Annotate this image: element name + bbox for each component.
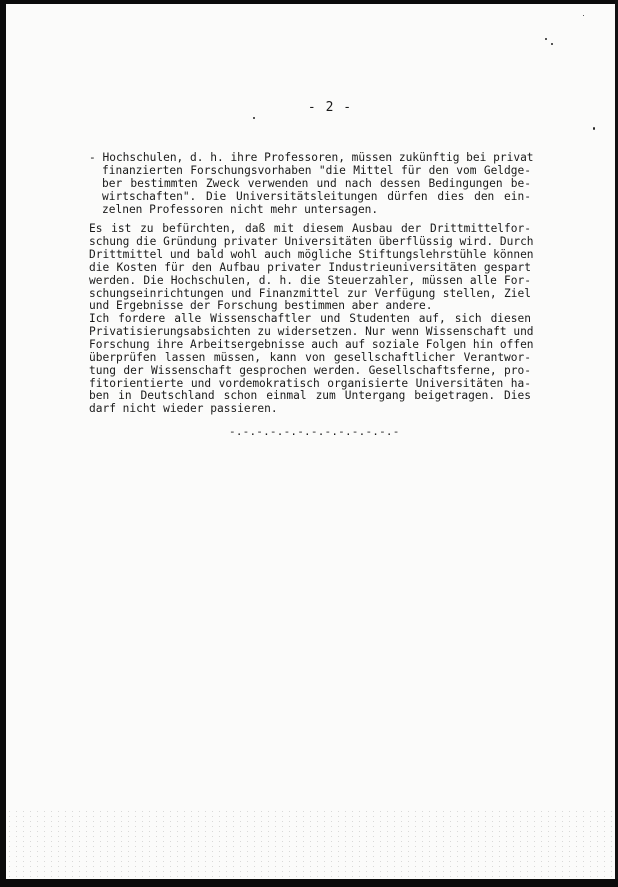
scan-edge-left xyxy=(0,0,6,887)
text-line: darf nicht wieder passieren. xyxy=(89,402,278,416)
text-line: ben in Deutschland schon einmal zum Untergang beigetragen. Dies xyxy=(89,389,531,403)
scan-speck xyxy=(583,15,584,16)
text-line: schung die Gründung privater Universitäten überflüssig wird. Durch xyxy=(89,234,534,248)
text-line: ber bestimmten Zweck verwenden und nach dessen Bedingungen be- xyxy=(102,176,531,190)
page-number: - 2 - xyxy=(307,100,353,115)
text-line: zelnen Professoren nicht mehr untersagen. xyxy=(102,202,379,216)
text-line: Es ist zu befürchten, daß mit diesem Ausbau der Drittmittelfor- xyxy=(89,222,531,235)
scan-speck xyxy=(545,38,547,40)
bullet-paragraph xyxy=(89,151,534,217)
text-line: Ich fordere alle Wissenschaftler und Studenten auf, sich diesen xyxy=(89,312,531,325)
section-separator: -.-.-.-.-.-.-.-.-.-.-.-.- xyxy=(229,425,400,438)
text-line: finanzierten Forschungsvorhaben "die Mittel für den vom Geldge- xyxy=(102,163,531,177)
scan-speck xyxy=(593,127,595,130)
text-line: Privatisierungsabsichten zu widersetzen. Nur wenn Wissenschaft und xyxy=(89,324,534,338)
paragraph xyxy=(89,312,534,416)
scan-edge-bottom xyxy=(0,879,618,887)
text-line: Forschung ihre Arbeitsergebnisse auch auf soziale Folgen hin offen xyxy=(89,337,534,351)
scan-speck xyxy=(551,43,553,45)
scan-edge-top xyxy=(0,0,618,4)
paragraph xyxy=(89,222,534,313)
text-line: Drittmittel und bald wohl auch mögliche Stiftungslehrstühle können xyxy=(89,247,534,261)
text-line: fitorientierte und vordemokratisch organisierte Universitäten ha- xyxy=(89,376,531,390)
text-line: werden. Die Hochschulen, d. h. die Steuerzahler, müssen alle For- xyxy=(89,273,531,287)
scan-noise xyxy=(6,809,615,879)
text-line: - Hochschulen, d. h. ihre Professoren, müssen zukünftig bei privat xyxy=(89,151,534,164)
text-line: tung der Wissenschaft gesprochen werden. Gesellschaftsferne, pro- xyxy=(89,363,531,377)
text-line: wirtschaften". Die Universitätsleitungen dürfen dies den ein- xyxy=(102,189,531,203)
text-line: und Ergebnisse der Forschung bestimmen aber andere. xyxy=(89,299,433,313)
text-line: überprüfen lassen müssen, kann von gesellschaftlicher Verantwor- xyxy=(89,350,531,364)
scan-speck xyxy=(253,117,255,119)
text-line: die Kosten für den Aufbau privater Industrieuniversitäten gespart xyxy=(89,260,531,274)
text-line: schungseinrichtungen und Finanzmittel zur Verfügung stellen, Ziel xyxy=(89,286,531,300)
